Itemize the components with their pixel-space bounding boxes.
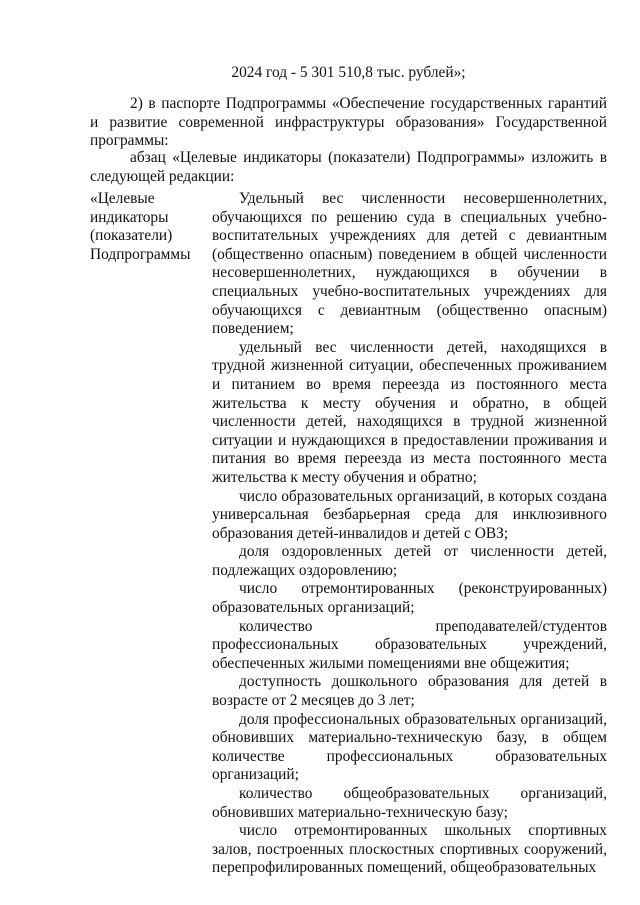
indicator-item: доля оздоровленных детей от численности детей, подлежащих оздоровлению; bbox=[212, 543, 607, 579]
indicators-list bbox=[212, 190, 607, 878]
table-label-target-indicators: «Целевые индикаторы (показатели) Подпрограммы bbox=[90, 190, 191, 263]
budget-line: 2024 год - 5 301 510,8 тыс. рублей»; bbox=[231, 64, 466, 81]
indicator-item: число образовательных организаций, в которых создана универсальная безбарьерная среда для инклюзивного образования детей-инвалидов и детей с ОВЗ; bbox=[212, 487, 607, 542]
indicator-item: доступность дошкольного образования для детей в возрасте от 2 месяцев до 3 лет; bbox=[212, 673, 607, 710]
indicator-item: доля профессиональных образовательных организаций, обновивших материально-техническую базу, в общем количестве профессиональных образовательных организаций; bbox=[212, 710, 607, 784]
indicator-item: число отремонтированных школьных спортивных залов, построенных плоскостных спортивных сооружений, перепрофилированных помещений, общеобразовательных bbox=[212, 822, 607, 877]
indicator-item: количество общеобразовательных организаций, обновивших материально-техническую базу; bbox=[212, 785, 607, 821]
indicator-item: удельный вес численности детей, находящихся в трудной жизненной ситуации, обеспеченных проживанием и питанием во время переезда из постоянного места жительства к месту обучения и обратно, в общей численности детей, находящихся в трудной жизненной ситуации и нуждающихся в предоставлении проживания и питания во время переезда из места постоянного места жительства к месту обучения и обратно; bbox=[212, 338, 607, 486]
paragraph-passport-amendment: 2) в паспорте Подпрограммы «Обеспечение государственных гарантий и развитие современной инфраструктуры образования» Государственной программы: bbox=[90, 95, 607, 150]
indicator-item: число отремонтированных (реконструированных) образовательных организаций; bbox=[212, 580, 607, 617]
indicator-item: Удельный вес численности несовершеннолетних, обучающихся по решению суда в специальных учебно-воспитательных учреждениях для детей с девиантным (общественно опасным) поведением в общей численности несовершеннолетних, нуждающихся в обучении в специальных учебно-воспитательных учреждениях для обучающихся с девиантным (общественно опасным) поведением; bbox=[212, 190, 607, 338]
paragraph-indicators-amendment: абзац «Целевые индикаторы (показатели) Подпрограммы» изложить в следующей редакции: bbox=[90, 149, 607, 185]
indicator-item: количество преподавателей/студентов профессиональных образовательных учреждений, обеспеченных жилыми помещениями вне общежития; bbox=[212, 617, 607, 672]
